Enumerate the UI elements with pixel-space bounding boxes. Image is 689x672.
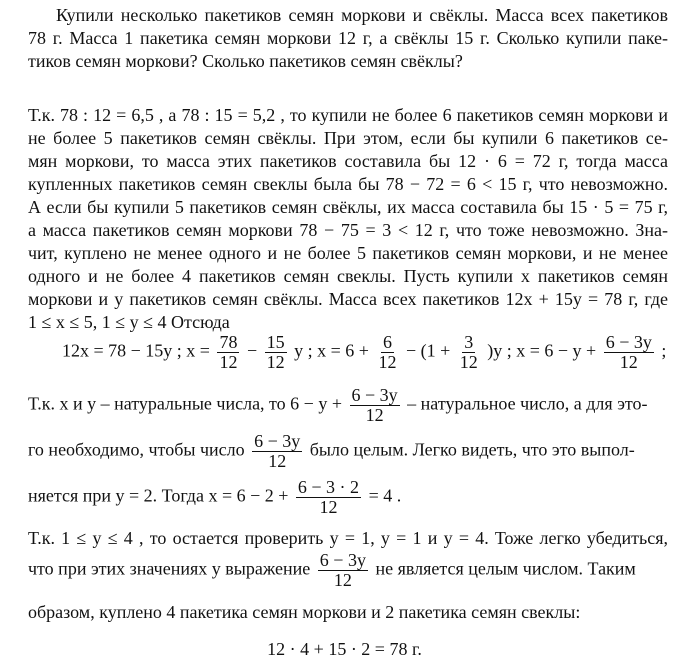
fraction-numerator: 15 [266, 332, 285, 352]
fraction [217, 333, 239, 372]
solution-line: а масса пакетиков семян моркови 78 − 75 = 3 < 12 г, что тоже невозможно. Зна- [28, 220, 668, 240]
check-line: Т.к. 1 ≤ y ≤ 4 , то остается проверить y = 1, y = 1 и y = 4. Тоже легко убедиться, [28, 528, 668, 548]
solution-line: моркови и y пакетиков семян свёклы. Масса всех пакетиков 12x + 15y = 78 г, где [28, 289, 668, 309]
natural-line [28, 386, 648, 425]
fraction [376, 333, 398, 372]
text-part: – натуральное число, а для это- [407, 393, 648, 414]
fraction-numerator: 6 − 3 · 2 [297, 477, 360, 497]
text-part: = 4 . [368, 485, 402, 506]
fraction-denominator: 12 [319, 497, 338, 517]
solution-line: мян моркови, то масса этих пакетиков составила бы 12 · 6 = 72 г, тогда масса [28, 151, 668, 171]
solution-line: А если бы купили 5 пакетиков семян свёклы, их масса составила бы 15 · 5 = 75 г, [28, 197, 668, 217]
text-part: что при этих значениях y выражение [28, 558, 311, 579]
solution-line: 1 ≤ x ≤ 5, 1 ≤ y ≤ 4 Отсюда [28, 312, 230, 332]
solution-line: купленных пакетиков семян свеклы была бы 78 − 72 = 6 < 15 г, что невозможно. [28, 174, 668, 194]
check-formula: 12 · 4 + 15 · 2 = 78 г. [267, 639, 422, 659]
equation-part: − [246, 340, 258, 361]
equation-part: − (1 + [405, 340, 451, 361]
equation-row [62, 333, 666, 372]
text-part: не является целым числом. Таким [375, 558, 636, 579]
fraction-denominator: 12 [266, 352, 285, 372]
solution-line: чит, куплено не менее одного и не более 5 пакетиков семян моркови, и не менее [28, 243, 668, 263]
text-part: го необходимо, чтобы число [28, 439, 245, 460]
when-line [28, 478, 401, 517]
problem-line: тиков семян моркови? Сколько пакетиков семян свёклы? [28, 51, 463, 71]
text-part: няется при y = 2. Тогда x = 6 − 2 + [28, 485, 289, 506]
fraction-denominator: 12 [378, 352, 397, 372]
fraction-numerator: 6 − 3y [351, 385, 398, 405]
fraction-numerator: 6 − 3y [605, 332, 652, 352]
fraction [252, 432, 302, 471]
necessary-line [28, 432, 635, 471]
values-line [28, 551, 636, 590]
solution-line: одного и не более 4 пакетиков семян свеклы. Пусть купили x пакетиков семян [28, 266, 668, 286]
equation-part: 12x = 78 − 15y ; x = [62, 340, 210, 361]
fraction-denominator: 12 [459, 352, 478, 372]
conclusion-line: образом, куплено 4 пакетика семян моркови и 2 пакетика семян свеклы: [28, 602, 581, 622]
solution-line: не более 5 пакетиков семян свёклы. При этом, если бы купили 6 пакетиков се- [28, 128, 668, 148]
equation-part: y ; x = 6 + [294, 340, 369, 361]
text-part: было целым. Легко видеть, что это выпол- [309, 439, 635, 460]
fraction-numerator: 6 [382, 332, 392, 352]
fraction-numerator: 3 [464, 332, 474, 352]
fraction-numerator: 6 − 3y [254, 431, 301, 451]
fraction-denominator: 12 [268, 451, 287, 471]
equation-part: ; [661, 340, 667, 361]
problem-line: 78 г. Масса 1 пакетика семян моркови 12 г, а свёклы 15 г. Сколько купили паке- [28, 28, 668, 48]
fraction-numerator: 78 [219, 332, 238, 352]
fraction-denominator: 12 [619, 352, 638, 372]
fraction [296, 478, 361, 517]
equation-part: )y ; x = 6 − y + [487, 340, 597, 361]
fraction-denominator: 12 [219, 352, 238, 372]
text-part: Т.к. x и y – натуральные числа, то 6 − y + [28, 393, 342, 414]
problem-line: Купили несколько пакетиков семян моркови и свёклы. Масса всех пакетиков [56, 5, 668, 25]
fraction [350, 386, 400, 425]
fraction-denominator: 12 [333, 570, 352, 590]
fraction [604, 333, 654, 372]
fraction-denominator: 12 [365, 405, 384, 425]
solution-line: Т.к. 78 : 12 = 6,5 , а 78 : 15 = 5,2 , то купили не более 6 пакетиков семян моркови и [28, 105, 668, 125]
fraction [318, 551, 368, 590]
fraction-numerator: 6 − 3y [319, 550, 366, 570]
fraction [458, 333, 480, 372]
fraction [265, 333, 287, 372]
